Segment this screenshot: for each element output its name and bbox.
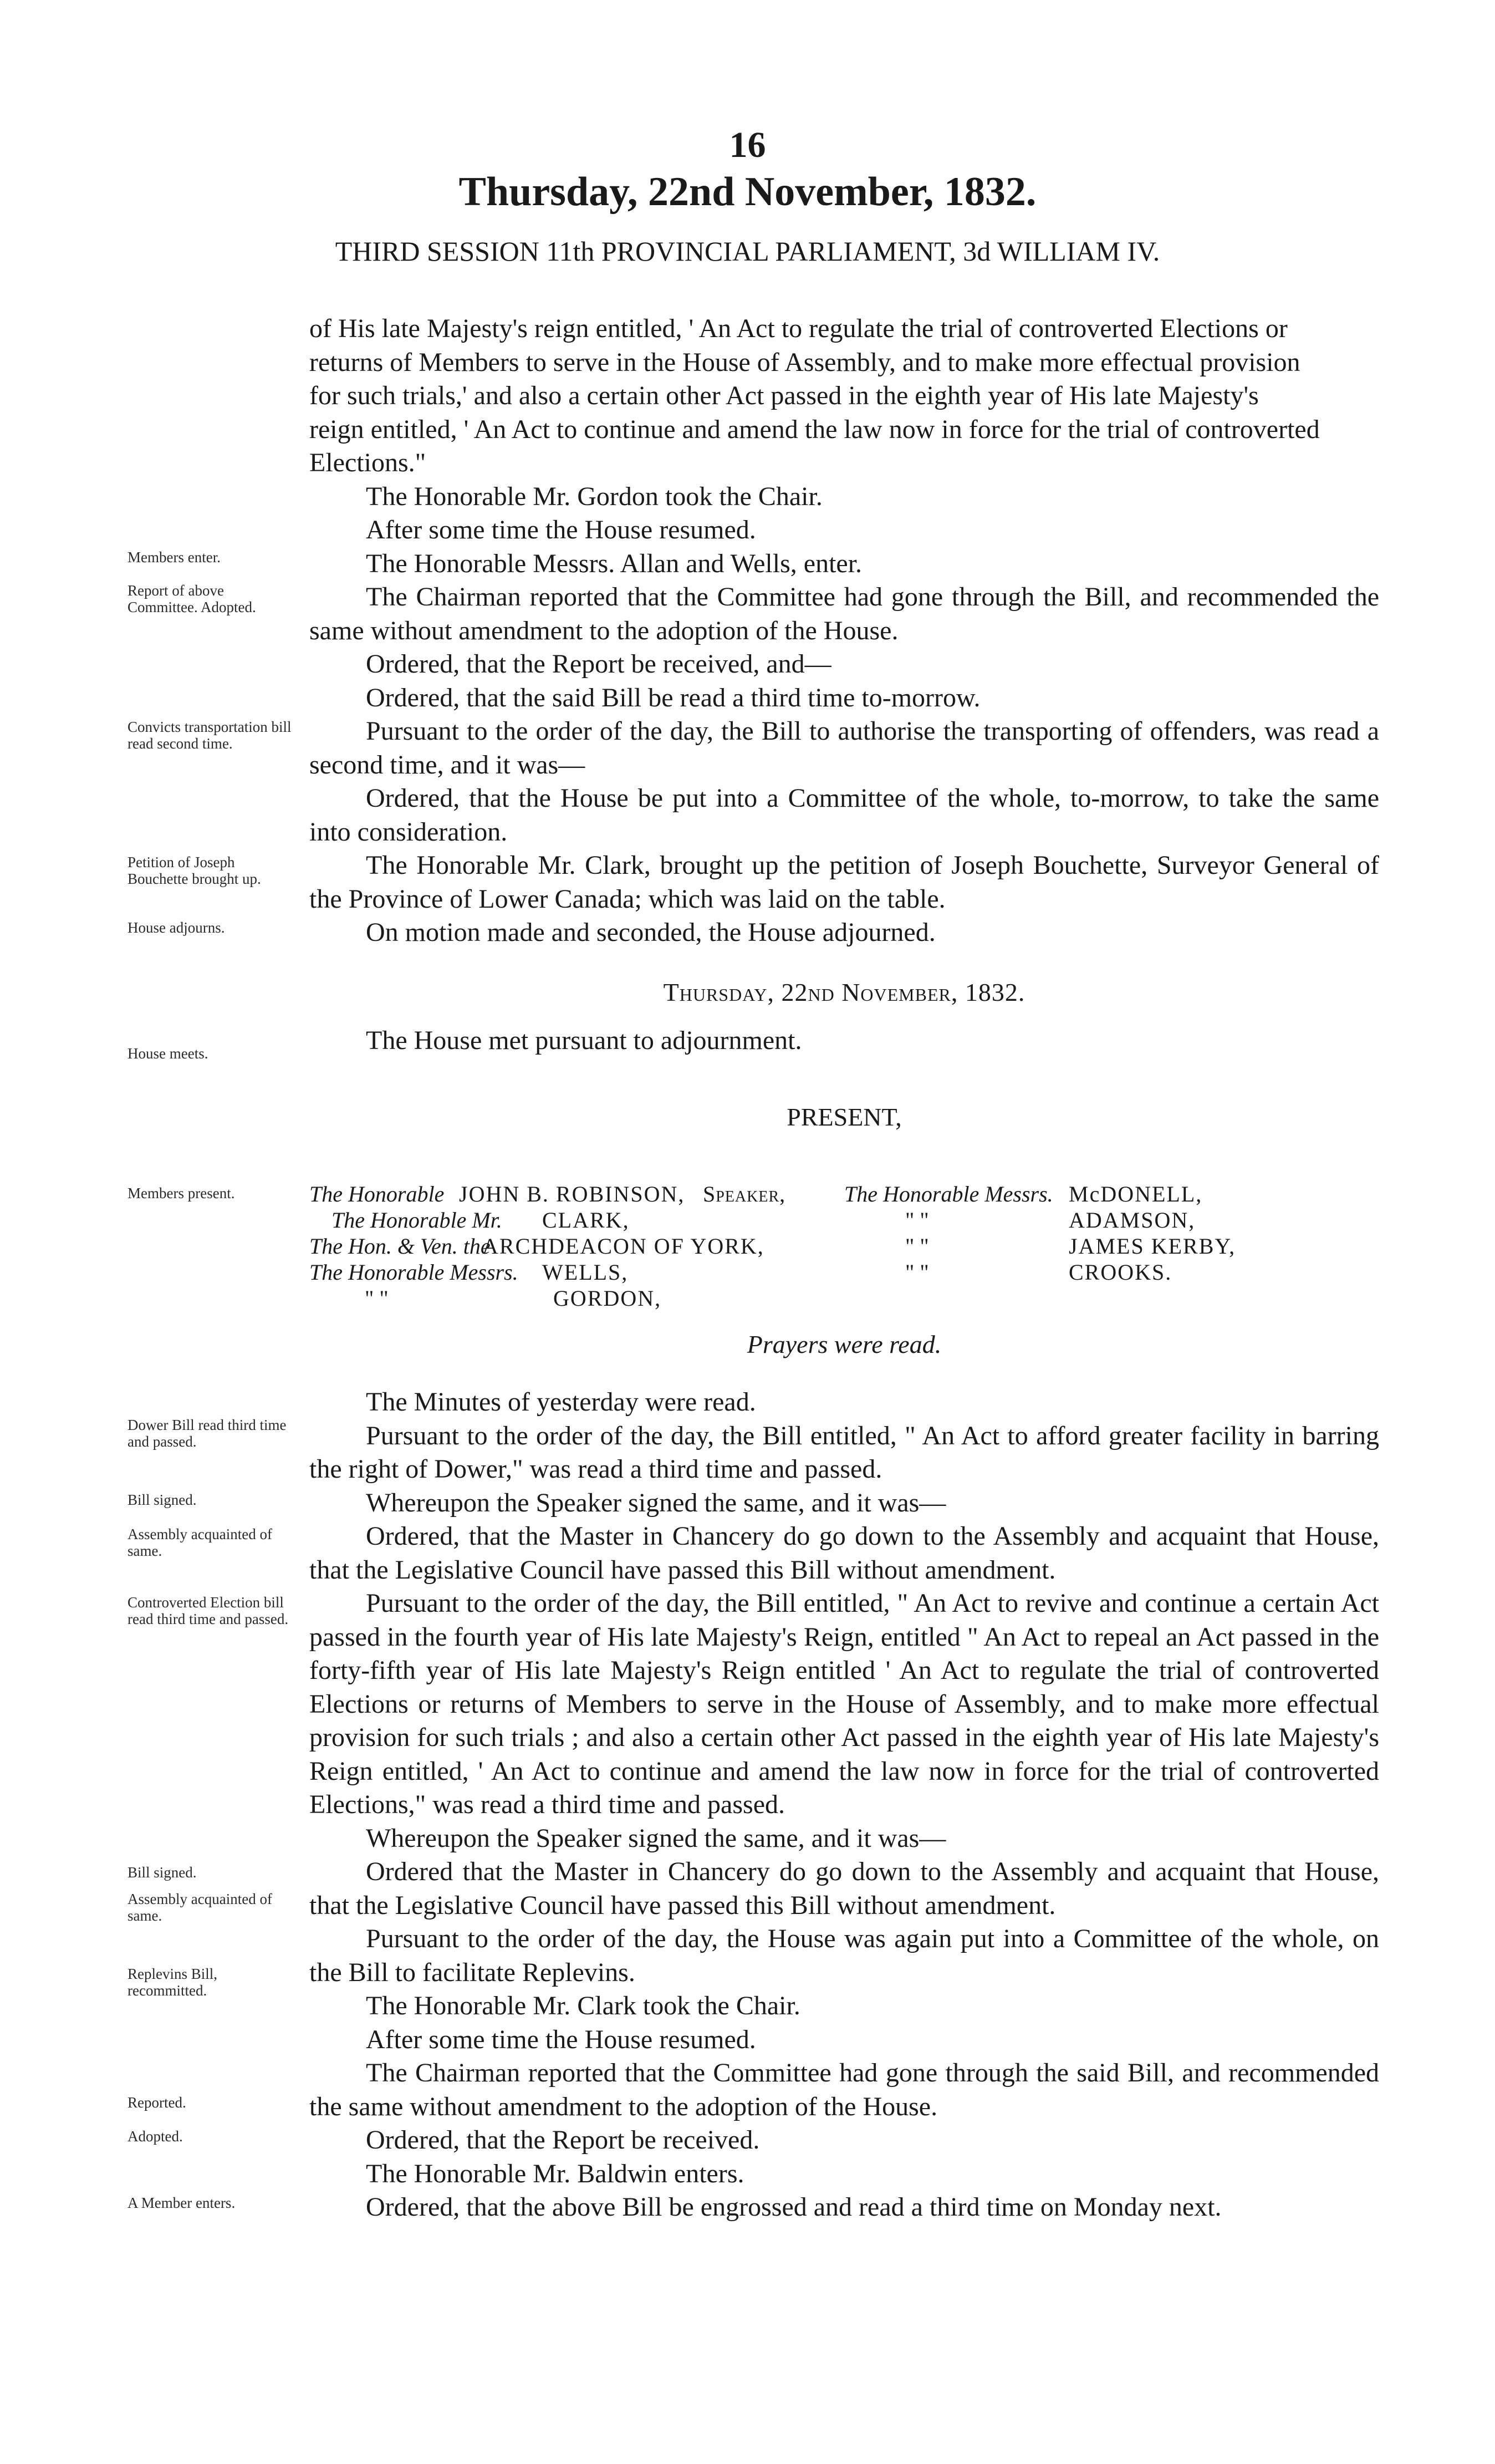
opening-line: reign entitled, ' An Act to continue and amend the law now in force for the trial of controverted bbox=[309, 414, 1320, 444]
marginal-note: Assembly acquainted of same. bbox=[127, 1891, 272, 1924]
member-row bbox=[309, 1285, 1379, 1311]
member-title: Speaker, bbox=[703, 1182, 786, 1206]
page-title: Thursday, 22nd November, 1832. bbox=[458, 169, 1037, 215]
member-prefix: The Honorable Messrs. bbox=[844, 1182, 1053, 1206]
marginal-note: House adjourns. bbox=[127, 919, 225, 936]
marginal-note: Members present. bbox=[127, 1185, 235, 1202]
member-row bbox=[309, 1233, 1379, 1259]
member-row bbox=[309, 1207, 1379, 1233]
paragraph: Pursuant to the order of the day, the Bill entitled, " An Act to revive and continue a certain Act passed in the fourth year of His late Majesty's Reign, entitled " An Act to repeal an Act passed in the forty-fifth year of His late Majesty's Reign entitled ' An Act to regulate the trial of controverted Elections or returns of Members to serve in the House of Assembly, and to make more effectual provision for such trials ; and also a certain other Act passed in the eighth year of His late Majesty's Reign entitled, ' An Act to continue and amend the law now in force for the trial of controverted Elections," was read a third time and passed. bbox=[309, 1589, 1379, 1819]
marginal-note: Convicts transportation bill read second time. bbox=[127, 719, 292, 752]
paragraph: After some time the House resumed. bbox=[366, 2024, 756, 2054]
member-name: WELLS, bbox=[542, 1260, 629, 1285]
paragraph: The Chairman reported that the Committee had gone through the Bill, and recommended the same without amendment to the adoption of the House. bbox=[309, 582, 1379, 645]
marginal-note: A Member enters. bbox=[127, 2195, 236, 2211]
paragraph: The Honorable Mr. Clark took the Chair. bbox=[366, 1991, 800, 2020]
paragraph: The Honorable Mr. Clark, brought up the petition of Joseph Bouchette, Surveyor General of the Province of Lower Canada; which was laid on the table. bbox=[309, 851, 1379, 914]
paragraph: Ordered, that the Master in Chancery do go down to the Assembly and acquaint that House, that the Legislative Council have passed this Bill without amendment. bbox=[309, 1521, 1379, 1585]
member-name: JOHN B. ROBINSON, bbox=[459, 1182, 685, 1206]
paragraph: Ordered, that the House be put into a Committee of the whole, to-morrow, to take the same into consideration. bbox=[309, 783, 1379, 847]
ditto-mark: " " bbox=[905, 1208, 929, 1233]
marginal-note: Dower Bill read third time and passed. bbox=[127, 1417, 287, 1450]
member-name: CROOKS. bbox=[1069, 1260, 1172, 1285]
marginal-note: Reported. bbox=[127, 2094, 186, 2111]
member-name: CLARK, bbox=[542, 1208, 630, 1233]
marginal-note: Adopted. bbox=[127, 2128, 183, 2145]
member-name: GORDON, bbox=[553, 1286, 662, 1311]
member-prefix: The Honorable Messrs. bbox=[309, 1260, 518, 1285]
member-prefix: The Honorable bbox=[309, 1182, 445, 1206]
opening-line: for such trials,' and also a certain other Act passed in the eighth year of His late Majesty's bbox=[309, 381, 1259, 410]
paragraph: Ordered, that the Report be received, and— bbox=[366, 649, 831, 679]
paragraph: Ordered that the Master in Chancery do go down to the Assembly and acquaint that House, that the Legislative Council have passed this Bill without amendment. bbox=[309, 1857, 1379, 1920]
marginal-note: Report of above Committee. Adopted. bbox=[127, 582, 256, 615]
marginal-note: Petition of Joseph Bouchette brought up. bbox=[127, 854, 261, 887]
date-heading: Thursday, 22nd November, 1832. bbox=[663, 978, 1025, 1006]
opening-line: of His late Majesty's reign entitled, ' An Act to regulate the trial of controverted Elections or bbox=[309, 314, 1288, 343]
paragraph: Whereupon the Speaker signed the same, and it was— bbox=[366, 1488, 946, 1518]
member-name: ADAMSON, bbox=[1069, 1208, 1196, 1233]
paragraph: After some time the House resumed. bbox=[366, 515, 756, 544]
paragraph: The Honorable Mr. Baldwin enters. bbox=[366, 2158, 744, 2188]
paragraph: Pursuant to the order of the day, the Bill to authorise the transporting of offenders, was read a second time, and it was— bbox=[309, 716, 1379, 780]
members-present-list bbox=[309, 1181, 1379, 1311]
paragraph: Pursuant to the order of the day, the Bill entitled, " An Act to afford greater facility in barring the right of Dower," was read a third time and passed. bbox=[309, 1421, 1379, 1484]
marginal-note: Members enter. bbox=[127, 549, 221, 566]
paragraph: Ordered, that the said Bill be read a third time to-morrow. bbox=[366, 683, 981, 712]
opening-text-block bbox=[309, 312, 1379, 950]
paragraph: Whereupon the Speaker signed the same, and it was— bbox=[366, 1823, 946, 1853]
marginal-note: Controverted Election bill read third time and passed. bbox=[127, 1594, 289, 1627]
paragraph: The House met pursuant to adjournment. bbox=[366, 1026, 802, 1055]
ditto-mark: " " bbox=[905, 1234, 929, 1259]
paragraph: Ordered, that the Report be received. bbox=[366, 2125, 760, 2155]
ditto-mark: " " bbox=[365, 1286, 389, 1311]
house-meets-text bbox=[309, 1024, 1379, 1058]
paragraph: On motion made and seconded, the House adjourned. bbox=[366, 918, 936, 947]
member-name: JAMES KERBY, bbox=[1069, 1234, 1236, 1259]
paragraph: Ordered, that the above Bill be engrossed and read a third time on Monday next. bbox=[366, 2192, 1222, 2222]
member-name: ARCHDEACON OF YORK, bbox=[482, 1234, 764, 1259]
marginal-note: Bill signed. bbox=[127, 1491, 197, 1508]
opening-line: Elections." bbox=[309, 448, 426, 477]
page-number: 16 bbox=[729, 125, 766, 165]
paragraph: The Honorable Messrs. Allan and Wells, enter. bbox=[366, 548, 863, 578]
proceedings-text-block bbox=[309, 1386, 1379, 2224]
ditto-mark: " " bbox=[905, 1260, 929, 1285]
paragraph: The Minutes of yesterday were read. bbox=[366, 1387, 756, 1417]
marginal-note: House meets. bbox=[127, 1045, 208, 1062]
paragraph: The Chairman reported that the Committee had gone through the said Bill, and recommended the same without amendment to the adoption of the House. bbox=[309, 2058, 1379, 2121]
marginal-note: Replevins Bill, recommitted. bbox=[127, 1966, 217, 1999]
member-row bbox=[309, 1181, 1379, 1207]
session-heading: THIRD SESSION 11th PROVINCIAL PARLIAMENT, 3d WILLIAM IV. bbox=[335, 236, 1160, 267]
member-prefix: The Hon. & Ven. the bbox=[309, 1234, 491, 1259]
member-name: McDONELL, bbox=[1069, 1182, 1203, 1206]
paragraph: The Honorable Mr. Gordon took the Chair. bbox=[366, 481, 823, 511]
marginal-notes bbox=[127, 0, 294, 2464]
opening-line: returns of Members to serve in the House of Assembly, and to make more effectual provision bbox=[309, 347, 1300, 377]
present-heading: PRESENT, bbox=[787, 1103, 902, 1131]
member-prefix: The Honorable Mr. bbox=[331, 1208, 502, 1233]
marginal-note: Bill signed. bbox=[127, 1864, 197, 1881]
marginal-note: Assembly acquainted of same. bbox=[127, 1526, 272, 1559]
prayers-note: Prayers were read. bbox=[747, 1330, 942, 1358]
member-row bbox=[309, 1259, 1379, 1285]
paragraph: Pursuant to the order of the day, the House was again put into a Committee of the whole, on the Bill to facilitate Replevins. bbox=[309, 1924, 1379, 1987]
